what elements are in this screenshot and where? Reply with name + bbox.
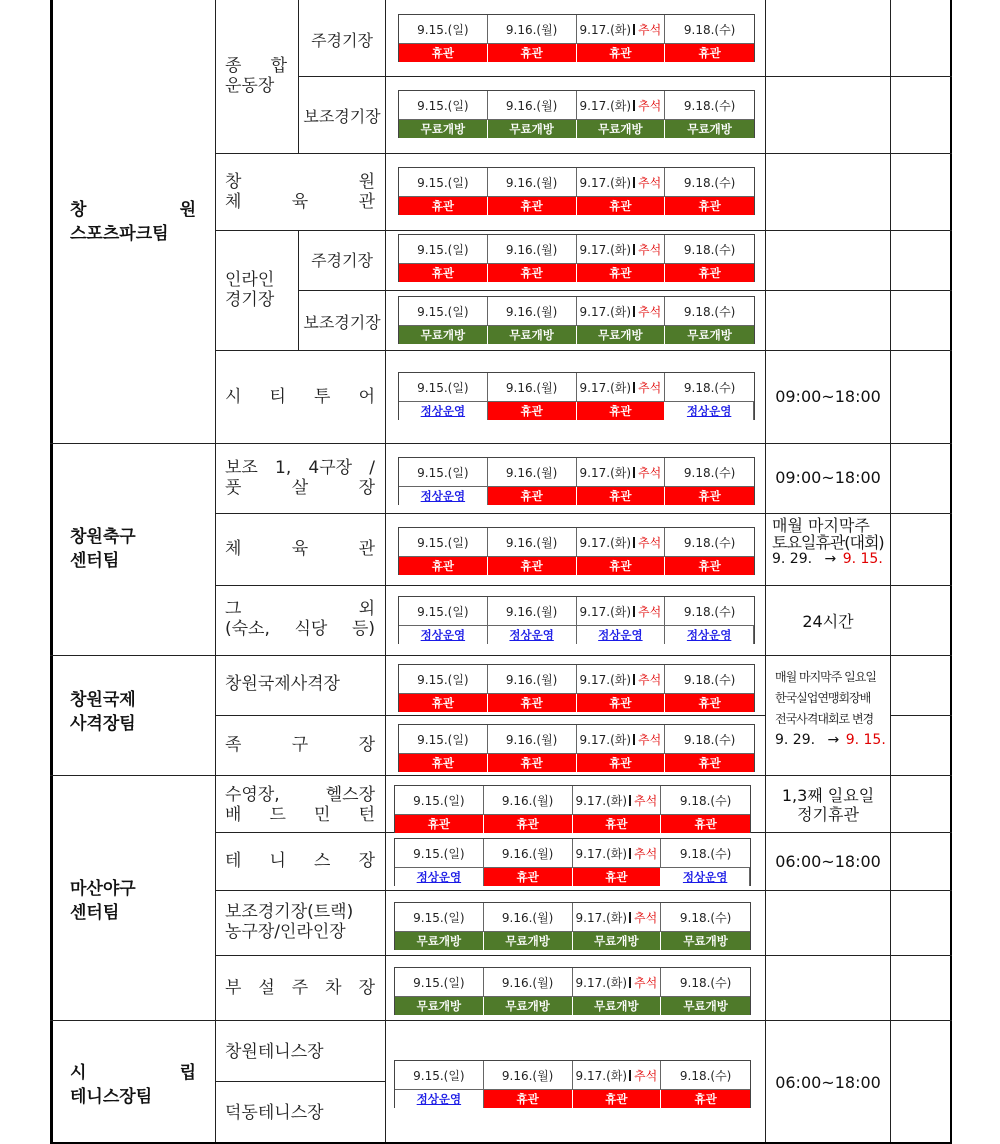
date-label: 9.15.(일) [417,672,469,687]
date-label: 9.18.(수) [679,793,732,808]
separator-bar [633,100,635,111]
date-label: 9.16.(월) [505,380,558,395]
date-label: 9.18.(수) [683,732,736,747]
date-label: 9.18.(수) [679,846,732,861]
facility-field-futsal: 보조 1, 4구장 / 풋 살 장 [225,458,375,498]
holiday-label: 추석 [638,175,662,190]
status-free: 무료개방 [577,326,666,344]
holiday-label: 추석 [638,535,662,550]
facility-others: 그 외 (숙소, 식당 등) [225,599,375,639]
date-label: 9.15.(일) [417,732,469,747]
schedule-date [395,903,484,932]
schedule-box [394,967,751,1015]
status-closed: 휴관 [577,557,666,575]
schedule-date [399,297,488,326]
schedule-date [665,15,754,44]
schedule-date [661,1061,750,1090]
hours-football: 09:00~18:00 [775,468,881,487]
holiday-label: 추석 [638,604,662,619]
status-closed: 휴관 [488,557,577,575]
status-closed: 휴관 [484,815,573,833]
date-label: 9.15.(일) [417,98,469,113]
date-label: 9.18.(수) [683,242,736,257]
status-closed: 휴관 [661,815,750,833]
date-label: 9.16.(월) [501,975,554,990]
schedule-date [395,839,484,868]
date-label: 9.16.(월) [501,910,554,925]
schedule-date [665,91,754,120]
status-normal: 정상운영 [665,626,754,644]
schedule-box [398,664,755,712]
schedule-date [488,297,577,326]
schedule-date [665,665,754,694]
schedule-box [398,527,755,575]
date-label: 9.15.(일) [417,380,469,395]
schedule-date [484,839,573,868]
facility-pool-fitness: 수영장, 헬스장 배 드 민 턴 [225,785,375,825]
status-free: 무료개방 [573,997,662,1015]
team-changwon-football-center: 창원축구 센터팀 [70,527,136,571]
team-masan-baseball-center: 마산야구 센터팀 [70,879,136,923]
holiday-label: 추석 [634,1068,658,1083]
schedule-date [665,597,754,626]
date-label: 9.16.(월) [505,672,558,687]
status-normal: 정상운영 [399,487,488,505]
schedule-date [395,786,484,815]
status-closed: 휴관 [399,557,488,575]
date-label: 9.17.(화) [579,535,632,550]
holiday-label: 추석 [638,98,662,113]
date-label: 9.17.(화) [579,22,632,37]
schedule-date [573,903,662,932]
schedule-date [488,665,577,694]
date-label: 9.16.(월) [501,793,554,808]
schedule-date [399,235,488,264]
facility-parking: 부 설 주 차 장 [225,978,375,998]
holiday-label: 추석 [634,846,658,861]
facility-city-tour: 시 티 투 어 [225,387,375,407]
holiday-label: 추석 [634,910,658,925]
status-free: 무료개방 [665,326,754,344]
schedule-date [399,665,488,694]
schedule-date [573,1061,662,1090]
status-closed: 휴관 [665,197,754,215]
status-closed: 휴관 [399,754,488,772]
status-closed: 휴관 [665,754,754,772]
note-gym-last-saturday: 매월 마지막주 토요일휴관(대회) 9. 29. → 9. 15. [772,516,884,567]
schedule-date [577,373,666,402]
holiday-label: 추석 [638,380,662,395]
status-closed: 휴관 [577,264,666,282]
schedule-date [665,235,754,264]
date-label: 9.18.(수) [683,672,736,687]
schedule-date [661,839,750,868]
schedule-date [395,1061,484,1090]
date-label: 9.17.(화) [579,380,632,395]
date-label: 9.16.(월) [505,175,558,190]
facility-masan-tennis: 테 니 스 장 [225,851,375,871]
schedule-box [394,838,751,886]
schedule-date [661,903,750,932]
status-normal: 정상운영 [577,626,666,644]
status-free: 무료개방 [399,326,488,344]
facility-deokdong-tennis: 덕동테니스장 [225,1103,324,1123]
hours-city-tour: 09:00~18:00 [775,387,881,406]
date-label: 9.18.(수) [679,910,732,925]
status-closed: 휴관 [488,694,577,712]
status-free: 무료개방 [661,932,750,950]
date-label: 9.17.(화) [579,465,632,480]
status-closed: 휴관 [399,44,488,62]
status-normal: 정상운영 [399,626,488,644]
schedule-box [398,167,755,215]
separator-bar [629,795,631,806]
schedule-date [484,968,573,997]
status-normal: 정상운영 [488,626,577,644]
schedule-date [488,235,577,264]
schedule-date [488,373,577,402]
date-label: 9.18.(수) [683,604,736,619]
status-closed: 휴관 [661,1090,750,1108]
status-free: 무료개방 [395,997,484,1015]
date-label: 9.15.(일) [417,304,469,319]
schedule-date [395,968,484,997]
holiday-label: 추석 [634,793,658,808]
schedule-date [573,968,662,997]
holiday-label: 추석 [638,672,662,687]
separator-bar [633,177,635,188]
status-free: 무료개방 [488,120,577,138]
schedule-date [577,297,666,326]
date-label: 9.15.(일) [413,793,465,808]
date-label: 9.18.(수) [683,22,736,37]
date-label: 9.17.(화) [579,242,632,257]
status-closed: 휴관 [573,1090,662,1108]
status-free: 무료개방 [399,120,488,138]
team-changwon-shooting-range: 창원국제 사격장팀 [70,690,136,734]
status-closed: 휴관 [399,197,488,215]
schedule-date [577,235,666,264]
date-label: 9.15.(일) [417,535,469,550]
schedule-date [488,458,577,487]
facility-changwon-tennis: 창원테니스장 [225,1042,324,1062]
schedule-box [394,902,751,950]
date-label: 9.17.(화) [575,910,628,925]
schedule-date [399,15,488,44]
schedule-date [399,597,488,626]
date-label: 9.18.(수) [683,304,736,319]
note-shooting-change: 매월 마지막주 일요일 한국실업연맹회장배 전국사격대회로 변경 9. 29. → 9. 15. [775,670,886,748]
note-pool-closed: 1,3째 일요일 정기휴관 [781,786,875,824]
schedule-date [484,903,573,932]
schedule-box [398,596,755,644]
status-closed: 휴관 [665,487,754,505]
status-closed: 휴관 [573,868,662,886]
team-changwon-sportspark: 창 원 스포츠파크팀 [70,200,196,244]
status-free: 무료개방 [395,932,484,950]
date-label: 9.18.(수) [683,535,736,550]
facility-sub-main-stadium: 주경기장 [311,31,373,50]
status-closed: 휴관 [488,487,577,505]
schedule-date [665,168,754,197]
schedule-date [399,168,488,197]
date-label: 9.16.(월) [505,604,558,619]
status-closed: 휴관 [577,487,666,505]
holiday-label: 추석 [638,242,662,257]
date-label: 9.17.(화) [579,732,632,747]
date-label: 9.15.(일) [413,846,465,861]
facility-jokgu: 족 구 장 [225,735,375,755]
date-label: 9.18.(수) [679,975,732,990]
date-label: 9.15.(일) [413,1068,465,1083]
date-label: 9.18.(수) [683,175,736,190]
schedule-box [398,234,755,282]
schedule-date [665,297,754,326]
date-label: 9.16.(월) [505,465,558,480]
schedule-date [399,91,488,120]
date-label: 9.16.(월) [505,535,558,550]
holiday-label: 추석 [638,22,662,37]
holiday-label: 추석 [638,304,662,319]
schedule-date [488,15,577,44]
hours-city-tennis: 06:00~18:00 [775,1073,881,1092]
status-closed: 휴관 [577,197,666,215]
separator-bar [633,537,635,548]
facility-sub-auxiliary-stadium: 보조경기장 [303,107,381,126]
facility-sports-complex: 종 합 운동장 [225,56,287,96]
separator-bar [633,382,635,393]
schedule-date [665,458,754,487]
date-label: 9.17.(화) [579,304,632,319]
status-free: 무료개방 [484,997,573,1015]
status-closed: 휴관 [399,694,488,712]
status-normal: 정상운영 [665,402,754,420]
date-label: 9.17.(화) [575,1068,628,1083]
status-closed: 휴관 [488,44,577,62]
date-label: 9.17.(화) [579,175,632,190]
facility-sub-inline-main: 주경기장 [311,251,373,270]
schedule-date [488,91,577,120]
hours-masan-tennis: 06:00~18:00 [775,852,881,871]
schedule-date [577,15,666,44]
separator-bar [633,306,635,317]
schedule-date [399,528,488,557]
schedule-box [398,457,755,505]
date-label: 9.15.(일) [413,910,465,925]
facility-shooting-range: 창원국제사격장 [225,674,340,694]
status-closed: 휴관 [577,754,666,772]
date-label: 9.17.(화) [579,672,632,687]
status-free: 무료개방 [665,120,754,138]
schedule-date [399,373,488,402]
status-closed: 휴관 [399,264,488,282]
holiday-label: 추석 [638,732,662,747]
date-label: 9.18.(수) [683,380,736,395]
date-label: 9.17.(화) [575,975,628,990]
status-closed: 휴관 [577,694,666,712]
status-closed: 휴관 [488,197,577,215]
facility-changwon-gym: 창 원 체 육 관 [225,172,375,212]
date-label: 9.15.(일) [417,242,469,257]
date-label: 9.16.(월) [505,242,558,257]
date-label: 9.18.(수) [679,1068,732,1083]
schedule-box [394,1060,751,1108]
separator-bar [633,734,635,745]
status-free: 무료개방 [484,932,573,950]
date-label: 9.18.(수) [683,465,736,480]
date-label: 9.16.(월) [501,1068,554,1083]
separator-bar [629,912,631,923]
schedule-date [573,786,662,815]
schedule-date [661,968,750,997]
hours-other: 24시간 [802,612,854,631]
status-normal: 정상운영 [399,402,488,420]
status-free: 무료개방 [488,326,577,344]
schedule-date [488,168,577,197]
date-label: 9.16.(월) [505,98,558,113]
schedule-date [577,168,666,197]
facility-sub-inline-auxiliary: 보조경기장 [303,313,381,332]
status-free: 무료개방 [573,932,662,950]
schedule-date [577,597,666,626]
status-closed: 휴관 [665,44,754,62]
schedule-date [577,91,666,120]
schedule-date [661,786,750,815]
date-label: 9.15.(일) [417,175,469,190]
schedule-date [577,665,666,694]
status-free: 무료개방 [661,997,750,1015]
schedule-box [398,90,755,138]
status-closed: 휴관 [488,264,577,282]
separator-bar [629,1070,631,1081]
schedule-date [577,458,666,487]
status-closed: 휴관 [665,694,754,712]
date-label: 9.15.(일) [413,975,465,990]
status-closed: 휴관 [577,402,666,420]
holiday-label: 추석 [634,975,658,990]
date-label: 9.16.(월) [501,846,554,861]
schedule-box [394,785,751,833]
status-closed: 휴관 [573,815,662,833]
status-closed: 휴관 [577,44,666,62]
date-label: 9.18.(수) [683,98,736,113]
status-closed: 휴관 [484,1090,573,1108]
date-label: 9.17.(화) [575,846,628,861]
facility-football-gym: 체 육 관 [225,539,375,559]
status-closed: 휴관 [665,264,754,282]
schedule-date [488,528,577,557]
date-label: 9.16.(월) [505,22,558,37]
schedule-date [488,597,577,626]
separator-bar [633,606,635,617]
status-normal: 정상운영 [395,868,484,886]
status-closed: 휴관 [665,557,754,575]
status-closed: 휴관 [395,815,484,833]
date-label: 9.17.(화) [579,604,632,619]
schedule-date [573,839,662,868]
schedule-date [484,786,573,815]
date-label: 9.15.(일) [417,604,469,619]
schedule-date [577,528,666,557]
schedule-date [665,725,754,754]
status-free: 무료개방 [577,120,666,138]
status-normal: 정상운영 [395,1090,484,1108]
status-closed: 휴관 [488,402,577,420]
schedule-date [577,725,666,754]
date-label: 9.16.(월) [505,732,558,747]
separator-bar [633,24,635,35]
schedule-date [399,458,488,487]
date-label: 9.17.(화) [579,98,632,113]
schedule-date [484,1061,573,1090]
separator-bar [633,244,635,255]
status-closed: 휴관 [488,754,577,772]
facility-inline-stadium: 인라인 경기장 [225,270,275,310]
schedule-box [398,296,755,344]
status-closed: 휴관 [484,868,573,886]
schedule-box [398,372,755,420]
separator-bar [629,848,631,859]
schedule-date [488,725,577,754]
date-label: 9.15.(일) [417,465,469,480]
holiday-label: 추석 [638,465,662,480]
schedule-date [665,373,754,402]
separator-bar [633,467,635,478]
schedule-box [398,14,755,62]
team-city-tennis: 시 립 테니스장팀 [70,1063,196,1107]
date-label: 9.15.(일) [417,22,469,37]
schedule-box [398,724,755,772]
schedule-date [665,528,754,557]
schedule-date [399,725,488,754]
date-label: 9.17.(화) [575,793,628,808]
facility-track-basketball: 보조경기장(트랙) 농구장/인라인장 [225,902,354,942]
separator-bar [633,674,635,685]
separator-bar [629,977,631,988]
status-normal: 정상운영 [661,868,750,886]
date-label: 9.16.(월) [505,304,558,319]
